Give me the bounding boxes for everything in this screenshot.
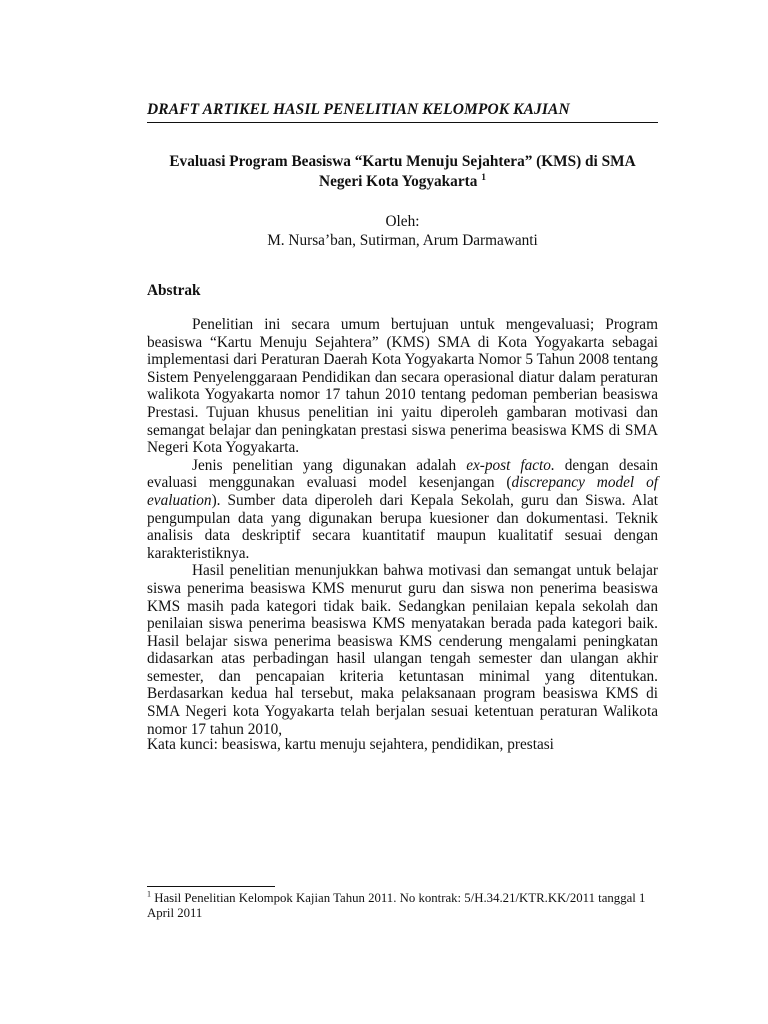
footnote-marker: 1 xyxy=(147,889,151,899)
header-rule xyxy=(147,122,658,123)
abstract-paragraph-3: Hasil penelitian menunjukkan bahwa motivasi dan semangat untuk belajar siswa penerima beasiswa KMS menurut guru dan siswa non penerima beasiswa KMS masih pada kategori tidak baik. Sedangkan penilaian kepala sekolah dan penilaian siswa penerima beasiswa KMS menyatakan berada pada kategori baik. Hasil belajar siswa penerima beasiswa KMS cenderung mengalami peningkatan didasarkan atas perbadingan hasil ulangan tengah semester dan ulangan akhir semester, dan pencapaian kriteria ketuntasan minimal yang ditentukan. Berdasarkan kedua hal tersebut, maka pelaksanaan program beasiswa KMS di SMA Negeri kota Yogyakarta telah berjalan sesuai ketentuan peraturan Walikota nomor 17 tahun 2010, xyxy=(147,562,658,738)
running-header: DRAFT ARTIKEL HASIL PENELITIAN KELOMPOK KAJIAN xyxy=(147,101,570,118)
title-footnote-marker[interactable]: 1 xyxy=(481,172,486,183)
abstract-p2-text-a: Jenis penelitian yang digunakan adalah xyxy=(192,456,467,474)
footnote-rule xyxy=(147,886,275,887)
abstract-p2-italic-1: ex-post facto. xyxy=(466,456,555,474)
abstract-paragraph-1: Penelitian ini secara umum bertujuan untuk mengevaluasi; Program beasiswa “Kartu Menuju Sejahtera” (KMS) SMA di Kota Yogyakarta sebagai implementasi dari Peraturan Daerah Kota Yogyakarta Nomor 5 Tahun 2008 tentang Sistem Penyelenggaraan Pendidikan dan secara operasional diatur dalam peraturan walikota Yogyakarta nomor 17 tahun 2010 tentang pedoman pemberian beasiswa Prestasi. Tujuan khusus penelitian ini yaitu diperoleh gambaran motivasi dan semangat belajar dan peningkatan prestasi siswa penerima beasiswa KMS di SMA Negeri Kota Yogyakarta. xyxy=(147,316,658,457)
title-line-2: Negeri Kota Yogyakarta xyxy=(319,173,478,190)
abstract-p2-italic-2: discrepancy model of evaluation xyxy=(147,474,658,509)
footnote xyxy=(147,891,658,921)
keywords: Kata kunci: beasiswa, kartu menuju sejahtera, pendidikan, prestasi xyxy=(147,736,554,753)
byline xyxy=(147,212,658,250)
abstract-paragraph-2 xyxy=(147,457,658,563)
abstract-body xyxy=(147,316,658,738)
title-line-1: Evaluasi Program Beasiswa “Kartu Menuju Sejahtera” (KMS) di SMA xyxy=(169,153,636,170)
abstract-p2-text-b: dengan desain evaluasi menggunakan evaluasi model kesenjangan ( xyxy=(147,456,658,492)
byline-label: Oleh: xyxy=(385,213,420,230)
abstract-heading: Abstrak xyxy=(147,282,201,299)
footnote-text: Hasil Penelitian Kelompok Kajian Tahun 2011. No kontrak: 5/H.34.21/KTR.KK/2011 tanggal 1 April 2011 xyxy=(147,891,646,920)
article-title xyxy=(147,152,658,192)
byline-authors: M. Nursa’ban, Sutirman, Arum Darmawanti xyxy=(267,232,538,249)
abstract-p2-text-c: ). Sumber data diperoleh dari Kepala Sekolah, guru dan Siswa. Alat pengumpulan data yang digunakan berupa kuesioner dan dokumentasi. Teknik analisis data deskriptif secara kuantitatif maupun kualitatif sesuai dengan karakteristiknya. xyxy=(147,491,658,562)
